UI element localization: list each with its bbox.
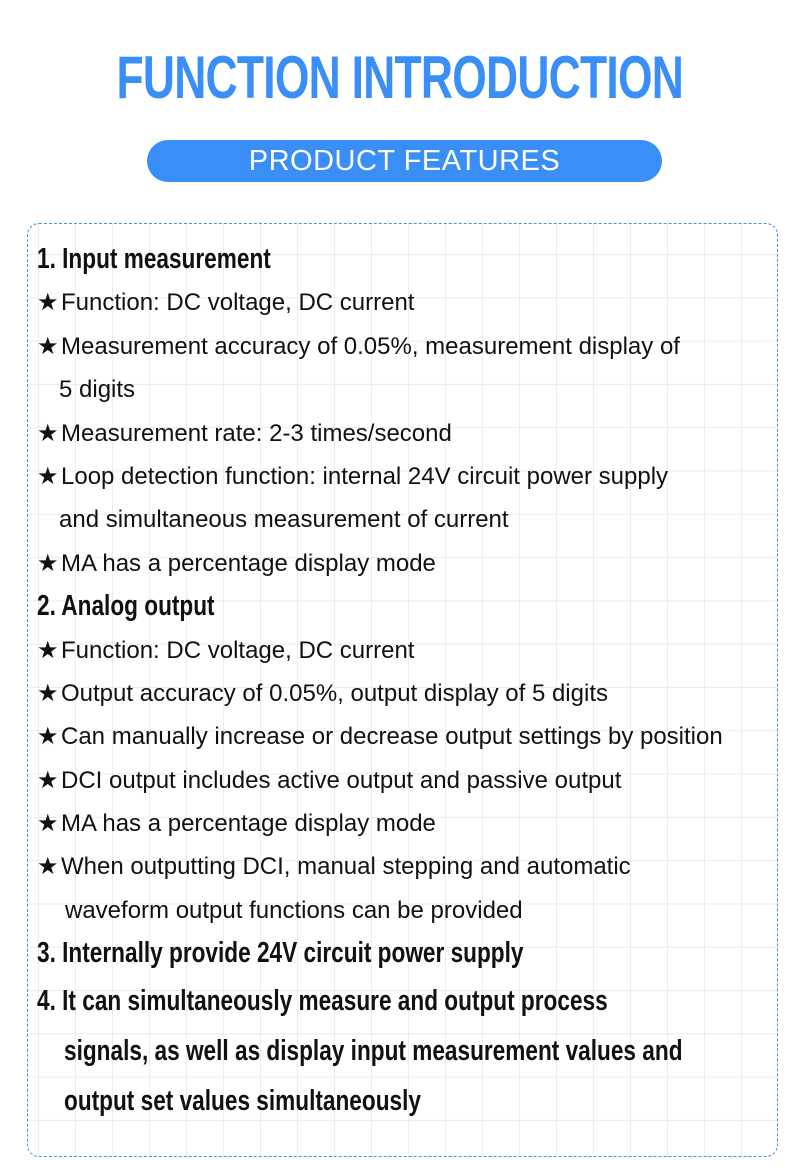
product-features-badge: PRODUCT FEATURES bbox=[147, 140, 662, 182]
feature-item: ★ MA has a percentage display mode bbox=[37, 802, 797, 845]
page-title: FUNCTION INTRODUCTION bbox=[116, 44, 684, 111]
feature-item: ★ MA has a percentage display mode bbox=[37, 542, 797, 585]
feature-item: ★ DCI output includes active output and passive output bbox=[37, 759, 797, 802]
star-icon: ★ bbox=[37, 723, 59, 751]
section-heading-input-measurement: 1. Input measurement bbox=[37, 243, 271, 275]
star-icon: ★ bbox=[37, 419, 59, 447]
star-icon: ★ bbox=[37, 549, 59, 577]
feature-item: ★ Output accuracy of 0.05%, output display of 5 digits bbox=[37, 672, 797, 715]
feature-item: ★ Measurement accuracy of 0.05%, measurement display of bbox=[37, 325, 797, 368]
star-icon: ★ bbox=[37, 636, 59, 664]
section-heading-power-supply: 3. Internally provide 24V circuit power supply bbox=[37, 937, 524, 970]
star-icon: ★ bbox=[37, 810, 59, 838]
star-icon: ★ bbox=[37, 289, 59, 317]
section-heading-continued: signals, as well as display input measurement values and bbox=[64, 1034, 683, 1067]
star-icon: ★ bbox=[37, 679, 59, 707]
feature-item: ★ Measurement rate: 2-3 times/second bbox=[37, 412, 797, 455]
feature-item: ★ Can manually increase or decrease output settings by position bbox=[37, 715, 797, 758]
star-icon: ★ bbox=[37, 853, 59, 881]
feature-item: ★ Function: DC voltage, DC current bbox=[37, 281, 797, 324]
star-icon: ★ bbox=[37, 332, 59, 360]
section-heading-simultaneous: 4. It can simultaneously measure and output process bbox=[37, 984, 608, 1017]
feature-item: ★ Function: DC voltage, DC current bbox=[37, 629, 797, 672]
section-heading-continued: output set values simultaneously bbox=[64, 1084, 421, 1117]
feature-item-continued: 5 digits bbox=[59, 376, 136, 404]
feature-item: ★ Loop detection function: internal 24V circuit power supply bbox=[37, 455, 797, 498]
feature-item-continued: waveform output functions can be provided bbox=[65, 896, 523, 924]
star-icon: ★ bbox=[37, 462, 59, 490]
star-icon: ★ bbox=[37, 766, 59, 794]
feature-item: ★ When outputting DCI, manual stepping and automatic bbox=[37, 845, 797, 888]
feature-item-continued: and simultaneous measurement of current bbox=[59, 506, 509, 534]
features-content bbox=[37, 238, 797, 1126]
section-heading-analog-output: 2. Analog output bbox=[37, 590, 215, 623]
